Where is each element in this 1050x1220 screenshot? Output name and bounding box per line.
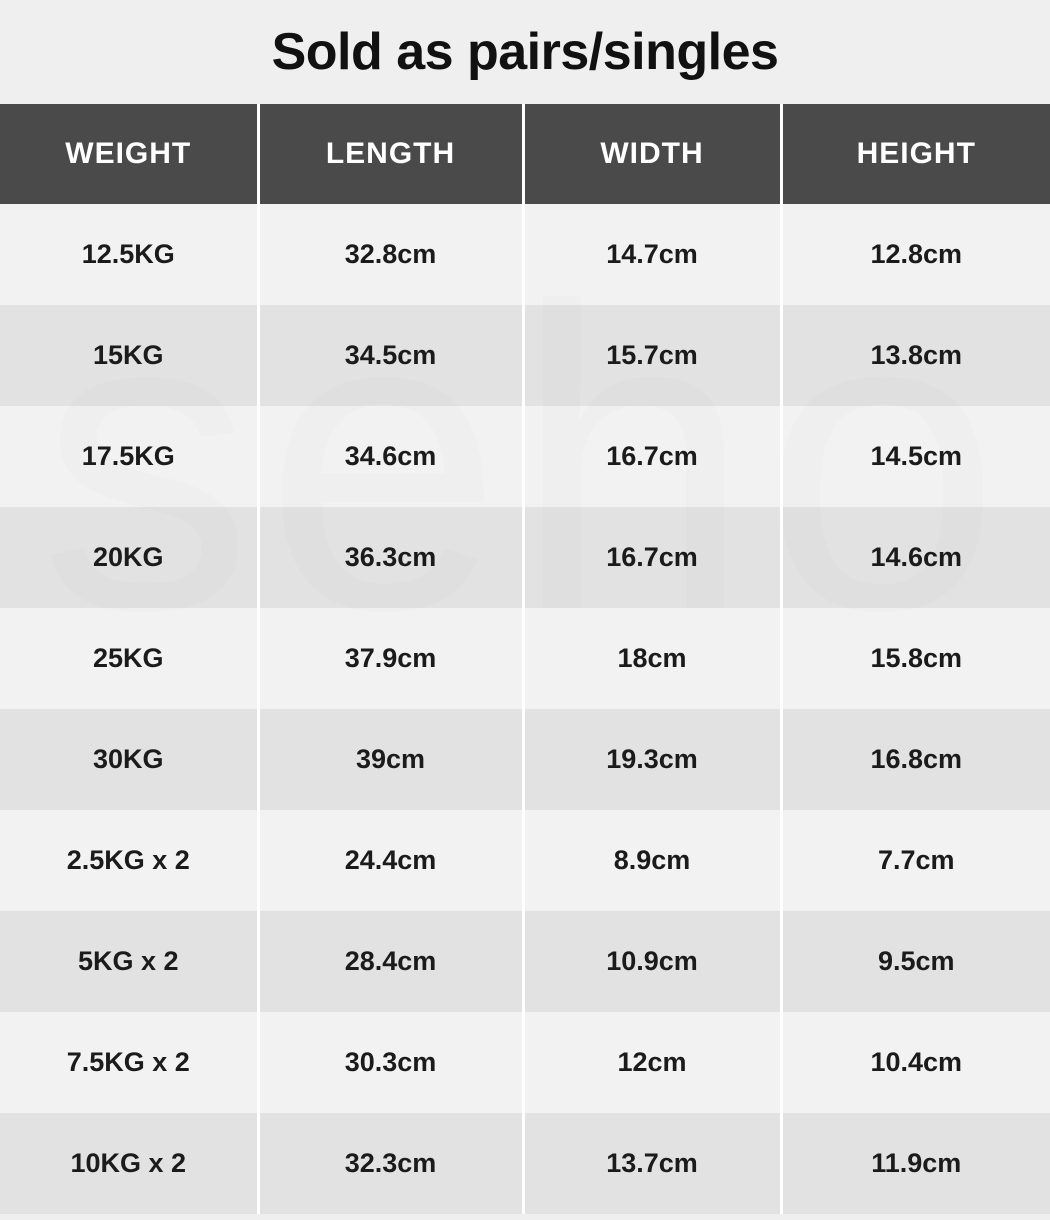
table-row — [0, 305, 1050, 406]
cell-width: 14.7cm — [523, 204, 781, 305]
table-row — [0, 406, 1050, 507]
cell-weight: 5KG x 2 — [0, 911, 258, 1012]
cell-width: 8.9cm — [523, 810, 781, 911]
cell-height: 13.8cm — [781, 305, 1050, 406]
cell-length: 32.3cm — [258, 1113, 523, 1214]
cell-width: 18cm — [523, 608, 781, 709]
cell-width: 10.9cm — [523, 911, 781, 1012]
table-row — [0, 911, 1050, 1012]
cell-weight: 10KG x 2 — [0, 1113, 258, 1214]
cell-height: 15.8cm — [781, 608, 1050, 709]
cell-height: 14.5cm — [781, 406, 1050, 507]
table-row — [0, 810, 1050, 911]
cell-length: 28.4cm — [258, 911, 523, 1012]
cell-length: 34.6cm — [258, 406, 523, 507]
cell-height: 7.7cm — [781, 810, 1050, 911]
cell-width: 16.7cm — [523, 507, 781, 608]
cell-weight: 17.5KG — [0, 406, 258, 507]
cell-length: 39cm — [258, 709, 523, 810]
table-header — [0, 104, 1050, 204]
cell-height: 16.8cm — [781, 709, 1050, 810]
cell-width: 13.7cm — [523, 1113, 781, 1214]
table-row — [0, 1113, 1050, 1214]
table-row — [0, 1012, 1050, 1113]
cell-height: 14.6cm — [781, 507, 1050, 608]
table-row — [0, 608, 1050, 709]
cell-weight: 20KG — [0, 507, 258, 608]
cell-weight: 7.5KG x 2 — [0, 1012, 258, 1113]
cell-length: 24.4cm — [258, 810, 523, 911]
cell-height: 10.4cm — [781, 1012, 1050, 1113]
cell-height: 11.9cm — [781, 1113, 1050, 1214]
cell-width: 15.7cm — [523, 305, 781, 406]
cell-width: 12cm — [523, 1012, 781, 1113]
cell-length: 32.8cm — [258, 204, 523, 305]
cell-weight: 25KG — [0, 608, 258, 709]
column-header-width: WIDTH — [523, 104, 781, 204]
cell-length: 37.9cm — [258, 608, 523, 709]
table-row — [0, 507, 1050, 608]
cell-weight: 30KG — [0, 709, 258, 810]
column-header-length: LENGTH — [258, 104, 523, 204]
column-header-weight: WEIGHT — [0, 104, 258, 204]
cell-height: 12.8cm — [781, 204, 1050, 305]
table-body — [0, 204, 1050, 1214]
cell-length: 34.5cm — [258, 305, 523, 406]
cell-length: 36.3cm — [258, 507, 523, 608]
cell-weight: 12.5KG — [0, 204, 258, 305]
cell-length: 30.3cm — [258, 1012, 523, 1113]
table-row — [0, 204, 1050, 305]
column-header-height: HEIGHT — [781, 104, 1050, 204]
cell-width: 19.3cm — [523, 709, 781, 810]
cell-height: 9.5cm — [781, 911, 1050, 1012]
page-title: Sold as pairs/singles — [0, 0, 1050, 104]
cell-weight: 15KG — [0, 305, 258, 406]
cell-weight: 2.5KG x 2 — [0, 810, 258, 911]
cell-width: 16.7cm — [523, 406, 781, 507]
table-header-row — [0, 104, 1050, 204]
table-row — [0, 709, 1050, 810]
specifications-table — [0, 104, 1050, 1214]
